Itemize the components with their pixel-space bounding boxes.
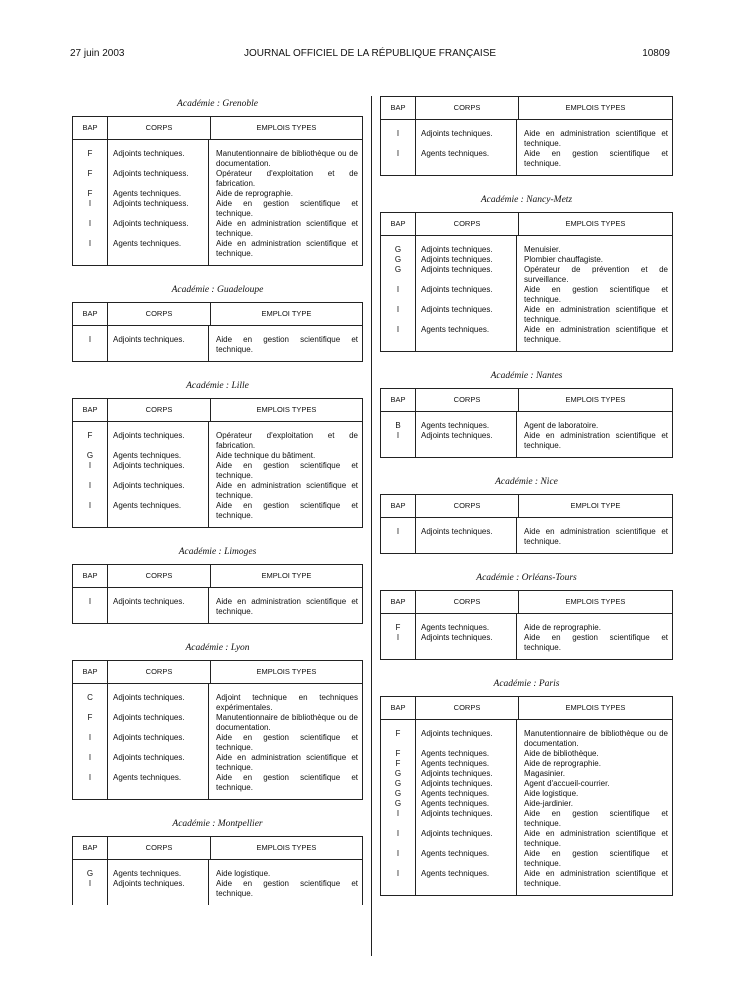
table-row xyxy=(381,779,672,789)
academie-table xyxy=(380,494,673,554)
academie-title: Académie : Limoges xyxy=(178,547,257,557)
table-body xyxy=(381,412,672,457)
header-corps: CORPS xyxy=(416,495,519,517)
table-row xyxy=(381,829,672,849)
table-row xyxy=(381,129,672,149)
table-row xyxy=(381,769,672,779)
header-page-number: 10809 xyxy=(642,48,670,59)
table-rows xyxy=(381,129,672,169)
header-corps: CORPS xyxy=(416,389,519,411)
row-emploi: Agent d'accueil-courrier. xyxy=(524,779,610,788)
row-emploi: Aide en gestion scientifique et technique. xyxy=(216,733,358,752)
table-body xyxy=(73,588,362,623)
table-row xyxy=(381,749,672,759)
table-row xyxy=(381,759,672,769)
table-row xyxy=(381,421,672,431)
row-corps: Adjoints techniquess. xyxy=(113,199,189,208)
table-header xyxy=(73,661,362,684)
header-bap: BAP xyxy=(381,697,416,719)
row-corps: Agents techniques. xyxy=(113,501,182,510)
table-row xyxy=(381,305,672,325)
academie-title: Académie : Lyon xyxy=(185,643,250,653)
row-bap: I xyxy=(396,809,400,818)
row-bap: F xyxy=(395,623,401,632)
row-corps: Agents techniques. xyxy=(113,451,182,460)
row-corps: Adjoints techniques. xyxy=(421,809,493,818)
row-bap: I xyxy=(396,829,400,838)
table-rows xyxy=(381,421,672,451)
academie-title: Académie : Nancy-Metz xyxy=(480,195,573,205)
table-row xyxy=(73,753,362,773)
header-corps: CORPS xyxy=(108,399,211,421)
table-row xyxy=(381,527,672,547)
row-bap: G xyxy=(86,451,94,460)
row-bap: G xyxy=(394,789,402,798)
header-emplois: EMPLOI TYPE xyxy=(261,571,312,580)
table-body xyxy=(381,518,672,553)
header-bap: BAP xyxy=(381,495,416,517)
row-corps: Adjoints techniques. xyxy=(113,149,185,158)
row-bap: I xyxy=(396,325,400,334)
row-corps: Agents techniques. xyxy=(421,869,490,878)
table-row xyxy=(381,729,672,749)
table-row xyxy=(381,431,672,451)
header-title: JOURNAL OFFICIEL DE LA RÉPUBLIQUE FRANÇAISE xyxy=(243,48,497,59)
row-corps: Adjoints techniques. xyxy=(421,779,493,788)
table-rows xyxy=(381,729,672,889)
row-emploi: Menuisier. xyxy=(524,245,561,254)
right-column xyxy=(380,96,673,914)
row-corps: Agents techniques. xyxy=(113,869,182,878)
row-emploi: Aide de reprographie. xyxy=(216,189,293,198)
row-bap: G xyxy=(394,779,402,788)
row-bap: I xyxy=(88,501,92,510)
header-bap: BAP xyxy=(73,661,108,683)
header-emplois: EMPLOIS TYPES xyxy=(565,103,626,112)
row-corps: Agents techniques. xyxy=(421,759,490,768)
table-body xyxy=(73,422,362,527)
header-bap: BAP xyxy=(73,117,108,139)
row-corps: Adjoints techniques. xyxy=(421,265,493,274)
table-row xyxy=(73,451,362,461)
academie-title: Académie : Orléans-Tours xyxy=(476,573,577,583)
table-header xyxy=(381,495,672,518)
row-corps: Adjoints techniquess. xyxy=(113,219,189,228)
table-row xyxy=(381,869,672,889)
row-emploi: Aide en gestion scientifique et technique. xyxy=(216,879,358,898)
header-emplois: EMPLOI TYPE xyxy=(261,309,312,318)
academie-table xyxy=(72,836,363,905)
table-body xyxy=(73,860,362,905)
table-rows xyxy=(381,527,672,547)
row-emploi: Aide de reprographie. xyxy=(524,623,601,632)
table-row xyxy=(73,461,362,481)
table-row xyxy=(381,623,672,633)
row-corps: Adjoints techniques. xyxy=(113,481,185,490)
table-rows xyxy=(73,693,362,793)
table-row xyxy=(73,501,362,521)
row-emploi: Manutentionnaire de bibliothèque ou de documentation. xyxy=(216,149,358,168)
row-emploi: Aide en administration scientifique et technique. xyxy=(524,129,668,148)
row-bap: G xyxy=(394,799,402,808)
row-bap: G xyxy=(394,245,402,254)
row-corps: Adjoints techniques. xyxy=(421,431,493,440)
header-bap: BAP xyxy=(73,565,108,587)
row-corps: Adjoints techniques. xyxy=(113,713,185,722)
table-header xyxy=(381,389,672,412)
table-row xyxy=(73,713,362,733)
row-corps: Adjoints techniques. xyxy=(421,633,493,642)
academie-title: Académie : Montpellier xyxy=(172,819,263,829)
table-row xyxy=(381,633,672,653)
table-row xyxy=(381,849,672,869)
row-bap: I xyxy=(88,239,92,248)
table-rows xyxy=(73,149,362,259)
row-corps: Agents techniques. xyxy=(421,149,490,158)
row-bap: G xyxy=(394,265,402,274)
table-header xyxy=(73,837,362,860)
table-row xyxy=(73,239,362,259)
academie-table xyxy=(72,660,363,800)
row-bap: G xyxy=(394,769,402,778)
row-emploi: Manutentionnaire de bibliothèque ou de documentation. xyxy=(524,729,668,748)
row-bap: F xyxy=(395,749,401,758)
row-bap: I xyxy=(88,219,92,228)
table-body xyxy=(73,140,362,265)
row-emploi: Aide en gestion scientifique et technique. xyxy=(216,501,358,520)
table-rows xyxy=(73,335,362,355)
academie-table xyxy=(380,696,673,896)
row-corps: Adjoints techniquess. xyxy=(113,169,189,178)
academie-title: Académie : Grenoble xyxy=(177,99,258,109)
table-row xyxy=(381,789,672,799)
table-body xyxy=(381,120,672,175)
row-emploi: Opérateur d'exploitation et de fabrication. xyxy=(216,431,358,450)
row-bap: C xyxy=(87,693,93,702)
academie-table xyxy=(380,590,673,660)
page-header xyxy=(70,48,670,62)
header-corps: CORPS xyxy=(108,837,211,859)
header-corps: CORPS xyxy=(416,213,519,235)
row-emploi: Aide en gestion scientifique et technique. xyxy=(216,773,358,792)
row-emploi: Opérateur d'exploitation et de fabrication. xyxy=(216,169,358,188)
row-corps: Adjoints techniques. xyxy=(113,693,185,702)
header-corps: CORPS xyxy=(416,697,519,719)
row-corps: Agents techniques. xyxy=(421,749,490,758)
table-header xyxy=(381,697,672,720)
row-emploi: Aide en gestion scientifique et technique. xyxy=(524,633,668,652)
row-bap: I xyxy=(396,149,400,158)
academie-title: Académie : Nantes xyxy=(490,371,563,381)
row-emploi: Aide en administration scientifique et technique. xyxy=(524,305,668,324)
row-emploi: Manutentionnaire de bibliothèque ou de documentation. xyxy=(216,713,358,732)
table-body xyxy=(381,236,672,351)
table-row xyxy=(73,169,362,189)
column-separator xyxy=(371,96,372,956)
academie-title: Académie : Lille xyxy=(186,381,249,391)
row-corps: Adjoints techniques. xyxy=(113,733,185,742)
row-bap: I xyxy=(396,527,400,536)
row-bap: I xyxy=(396,849,400,858)
left-column xyxy=(72,98,363,905)
table-body xyxy=(381,720,672,895)
table-row xyxy=(381,285,672,305)
academie-title: Académie : Guadeloupe xyxy=(171,285,264,295)
table-header xyxy=(381,213,672,236)
row-corps: Adjoints techniques. xyxy=(421,527,493,536)
table-row xyxy=(381,809,672,829)
table-row xyxy=(73,733,362,753)
table-header xyxy=(381,97,672,120)
row-emploi: Aide en gestion scientifique et technique. xyxy=(524,809,668,828)
row-emploi: Aide en administration scientifique et technique. xyxy=(216,239,358,258)
row-bap: G xyxy=(394,255,402,264)
header-emplois: EMPLOIS TYPES xyxy=(256,667,317,676)
row-emploi: Aide technique du bâtiment. xyxy=(216,451,316,460)
row-emploi: Aide en gestion scientifique et technique. xyxy=(524,149,668,168)
row-bap: F xyxy=(395,759,401,768)
table-header xyxy=(73,399,362,422)
table-row xyxy=(73,693,362,713)
academie-table xyxy=(380,212,673,352)
row-emploi: Aide en gestion scientifique et technique. xyxy=(524,849,668,868)
academie-table xyxy=(72,302,363,362)
row-bap: I xyxy=(396,633,400,642)
header-corps: CORPS xyxy=(108,661,211,683)
row-corps: Adjoints techniques. xyxy=(113,753,185,762)
header-emplois: EMPLOIS TYPES xyxy=(565,395,626,404)
row-emploi: Aide de bibliothèque. xyxy=(524,749,599,758)
row-bap: I xyxy=(88,335,92,344)
row-emploi: Aide en administration scientifique et technique. xyxy=(216,753,358,772)
row-emploi: Aide en administration scientifique et technique. xyxy=(216,481,358,500)
header-emplois: EMPLOIS TYPES xyxy=(565,219,626,228)
row-emploi: Aide-jardinier. xyxy=(524,799,573,808)
table-row xyxy=(73,597,362,617)
row-corps: Adjoints techniques. xyxy=(113,879,185,888)
table-rows xyxy=(73,431,362,521)
header-emplois: EMPLOIS TYPES xyxy=(256,123,317,132)
row-corps: Adjoints techniques. xyxy=(421,255,493,264)
table-body xyxy=(73,326,362,361)
row-corps: Agents techniques. xyxy=(421,849,490,858)
header-bap: BAP xyxy=(381,97,416,119)
row-corps: Agents techniques. xyxy=(421,799,490,808)
academie-table xyxy=(72,564,363,624)
header-corps: CORPS xyxy=(108,565,211,587)
row-emploi: Aide en administration scientifique et technique. xyxy=(524,325,668,344)
row-bap: G xyxy=(86,869,94,878)
row-emploi: Aide en administration scientifique et technique. xyxy=(524,527,668,546)
row-corps: Adjoints techniques. xyxy=(421,305,493,314)
table-header xyxy=(73,303,362,326)
table-row xyxy=(73,773,362,793)
header-corps: CORPS xyxy=(108,303,211,325)
header-corps: CORPS xyxy=(416,97,519,119)
header-bap: BAP xyxy=(381,591,416,613)
row-bap: F xyxy=(87,431,93,440)
table-row xyxy=(73,431,362,451)
row-corps: Adjoints techniques. xyxy=(421,729,493,738)
row-corps: Adjoints techniques. xyxy=(421,129,493,138)
table-row xyxy=(381,255,672,265)
row-corps: Agents techniques. xyxy=(421,325,490,334)
header-bap: BAP xyxy=(73,399,108,421)
row-emploi: Magasinier. xyxy=(524,769,565,778)
row-bap: I xyxy=(396,129,400,138)
table-row xyxy=(73,189,362,199)
table-row xyxy=(73,869,362,879)
academie-title: Académie : Nice xyxy=(495,477,558,487)
table-body xyxy=(73,684,362,799)
header-date: 27 juin 2003 xyxy=(70,48,125,59)
row-corps: Adjoints techniques. xyxy=(421,829,493,838)
row-corps: Adjoints techniques. xyxy=(113,431,185,440)
row-corps: Adjoints techniques. xyxy=(113,461,185,470)
row-emploi: Aide de reprographie. xyxy=(524,759,601,768)
row-corps: Agents techniques. xyxy=(113,189,182,198)
row-bap: I xyxy=(88,461,92,470)
academie-table xyxy=(72,116,363,266)
row-bap: I xyxy=(396,869,400,878)
table-row xyxy=(73,149,362,169)
row-emploi: Aide en gestion scientifique et technique. xyxy=(524,285,668,304)
row-corps: Agents techniques. xyxy=(113,773,182,782)
row-emploi: Aide en gestion scientifique et technique. xyxy=(216,335,358,354)
header-bap: BAP xyxy=(381,213,416,235)
table-header xyxy=(381,591,672,614)
row-bap: I xyxy=(396,305,400,314)
row-emploi: Aide logistique. xyxy=(216,869,271,878)
row-bap: I xyxy=(88,879,92,888)
table-header xyxy=(73,565,362,588)
academie-title: Académie : Paris xyxy=(493,679,560,689)
table-row xyxy=(381,149,672,169)
row-bap: B xyxy=(395,421,401,430)
academie-table xyxy=(380,96,673,176)
header-bap: BAP xyxy=(73,303,108,325)
row-bap: F xyxy=(87,169,93,178)
row-corps: Adjoints techniques. xyxy=(421,285,493,294)
table-rows xyxy=(381,623,672,653)
header-corps: CORPS xyxy=(416,591,519,613)
table-row xyxy=(73,199,362,219)
table-row xyxy=(73,481,362,501)
row-emploi: Aide logistique. xyxy=(524,789,579,798)
header-corps: CORPS xyxy=(108,117,211,139)
row-corps: Adjoints techniques. xyxy=(421,769,493,778)
row-bap: F xyxy=(87,149,93,158)
row-bap: I xyxy=(88,199,92,208)
row-emploi: Aide en administration scientifique et technique. xyxy=(216,597,358,616)
row-corps: Adjoints techniques. xyxy=(113,335,185,344)
academie-table xyxy=(72,398,363,528)
row-corps: Adjoints techniques. xyxy=(113,597,185,606)
row-bap: I xyxy=(88,753,92,762)
row-emploi: Opérateur de prévention et de surveillance. xyxy=(524,265,668,284)
row-bap: I xyxy=(88,773,92,782)
row-corps: Agents techniques. xyxy=(421,623,490,632)
table-rows xyxy=(381,245,672,345)
row-emploi: Aide en administration scientifique et technique. xyxy=(524,869,668,888)
row-bap: F xyxy=(395,729,401,738)
row-corps: Agents techniques. xyxy=(421,789,490,798)
table-rows xyxy=(73,597,362,617)
row-bap: I xyxy=(396,285,400,294)
table-row xyxy=(73,335,362,355)
row-bap: I xyxy=(88,733,92,742)
row-emploi: Plombier chauffagiste. xyxy=(524,255,604,264)
table-row xyxy=(381,265,672,285)
header-emplois: EMPLOIS TYPES xyxy=(565,597,626,606)
table-body xyxy=(381,614,672,659)
row-bap: I xyxy=(88,481,92,490)
academie-table xyxy=(380,388,673,458)
header-emplois: EMPLOIS TYPES xyxy=(256,843,317,852)
row-corps: Agents techniques. xyxy=(421,421,490,430)
table-row xyxy=(73,219,362,239)
row-corps: Adjoints techniques. xyxy=(421,245,493,254)
row-emploi: Aide en administration scientifique et technique. xyxy=(524,829,668,848)
row-emploi: Aide en gestion scientifique et technique. xyxy=(216,199,358,218)
header-emplois: EMPLOIS TYPES xyxy=(565,703,626,712)
header-bap: BAP xyxy=(381,389,416,411)
header-emplois: EMPLOIS TYPES xyxy=(256,405,317,414)
table-row xyxy=(381,245,672,255)
table-header xyxy=(73,117,362,140)
row-corps: Agents techniques. xyxy=(113,239,182,248)
row-bap: I xyxy=(396,431,400,440)
row-bap: I xyxy=(88,597,92,606)
row-bap: F xyxy=(87,713,93,722)
table-row xyxy=(381,325,672,345)
row-emploi: Aide en administration scientifique et technique. xyxy=(524,431,668,450)
row-emploi: Aide en gestion scientifique et technique. xyxy=(216,461,358,480)
row-emploi: Adjoint technique en techniques expérimentales. xyxy=(216,693,358,712)
row-emploi: Aide en administration scientifique et technique. xyxy=(216,219,358,238)
table-rows xyxy=(73,869,362,899)
table-row xyxy=(73,879,362,899)
row-bap: F xyxy=(87,189,93,198)
table-row xyxy=(381,799,672,809)
row-emploi: Agent de laboratoire. xyxy=(524,421,599,430)
header-emplois: EMPLOI TYPE xyxy=(570,501,621,510)
header-bap: BAP xyxy=(73,837,108,859)
